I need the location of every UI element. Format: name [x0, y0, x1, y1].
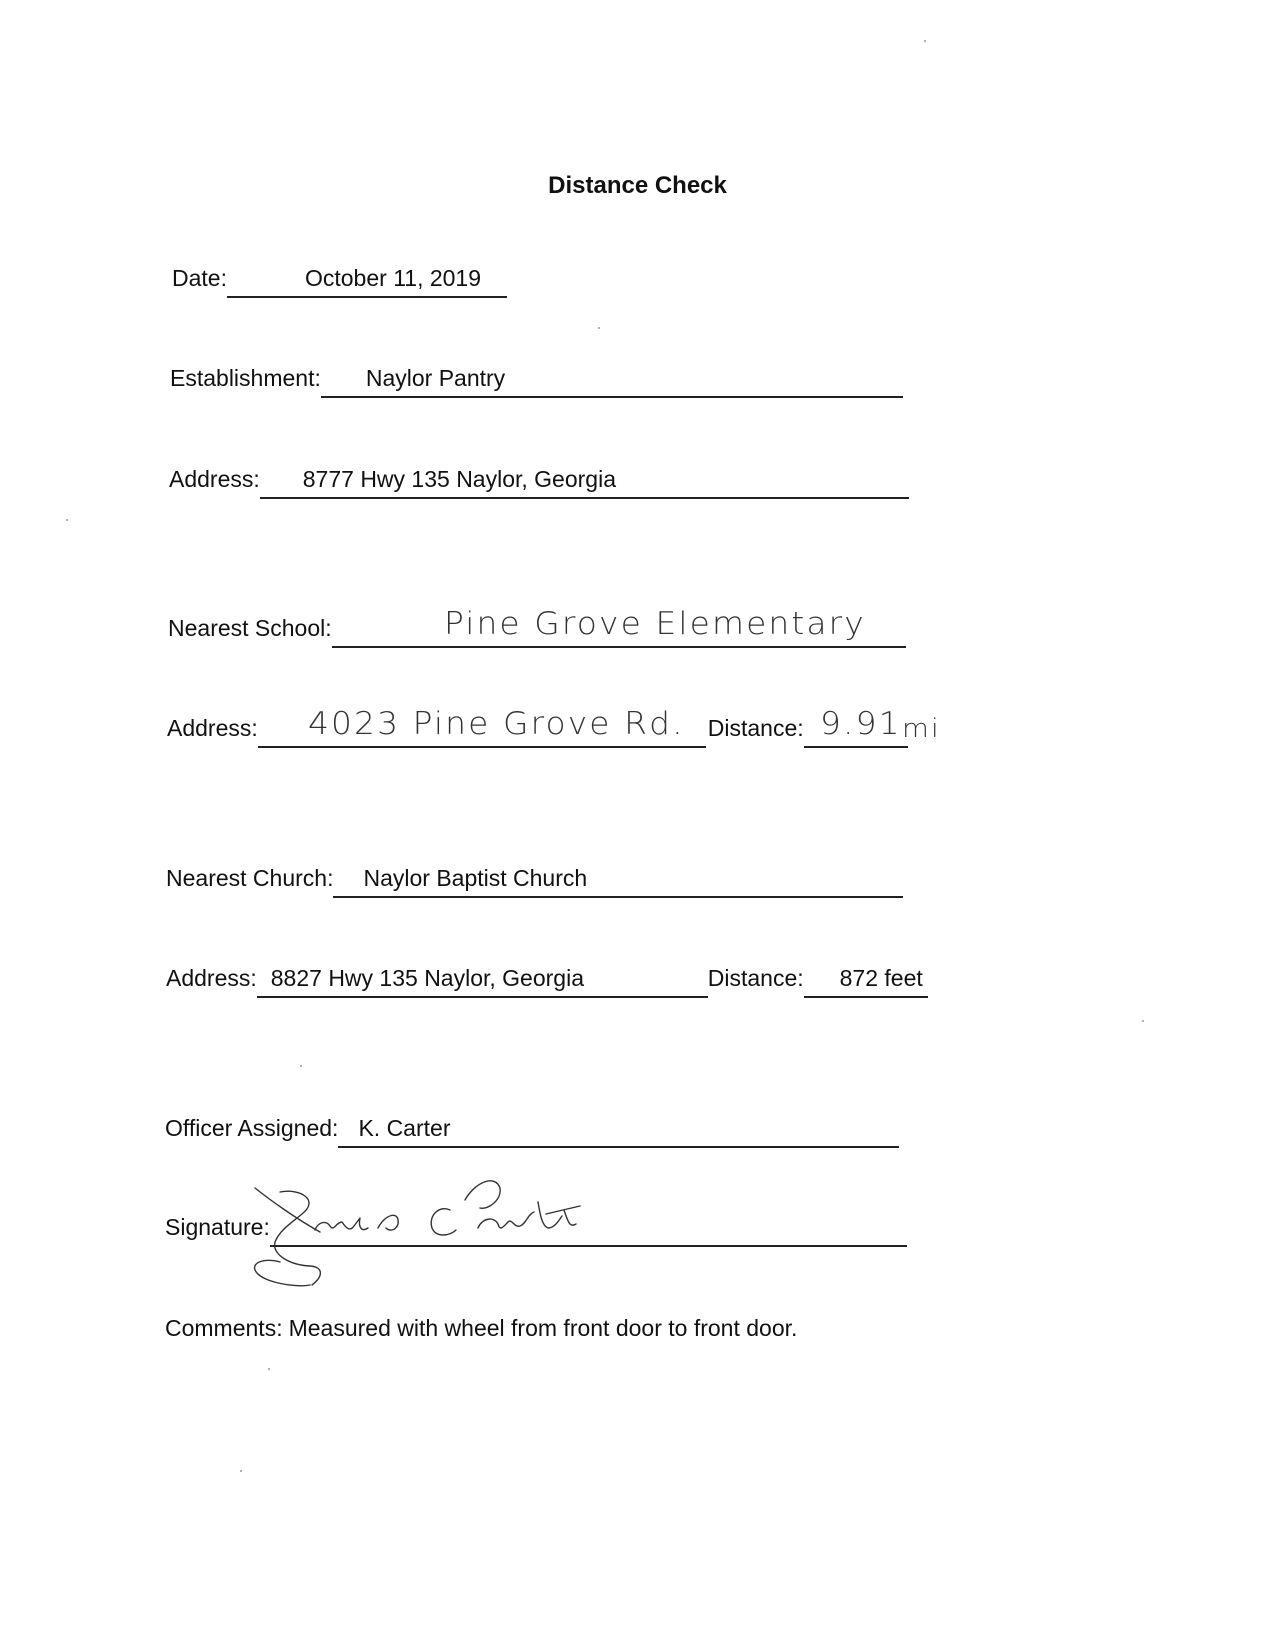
signature-label: Signature: [165, 1214, 270, 1240]
school-distance-label: Distance: [707, 715, 804, 741]
scan-speck [300, 1065, 302, 1067]
school-address-label: Address: [167, 715, 258, 741]
officer-field[interactable] [338, 1112, 899, 1148]
establishment-address-row [169, 459, 909, 499]
nearest-school-field[interactable] [332, 606, 906, 648]
establishment-value: Naylor Pantry [365, 365, 506, 391]
church-distance-label: Distance: [707, 965, 804, 991]
school-address-field[interactable] [258, 706, 706, 748]
nearest-church-field[interactable] [333, 862, 903, 898]
church-address-row [166, 958, 928, 998]
signature-scribble [250, 1170, 610, 1300]
scan-speck [66, 519, 68, 521]
comments-value: Measured with wheel from front door to front door. [288, 1315, 798, 1341]
comments-label: Comments: [165, 1315, 283, 1341]
page-title: Distance Check [548, 172, 727, 199]
church-distance-value: 872 feet [839, 965, 923, 991]
church-address-label: Address: [166, 965, 257, 991]
establishment-row [170, 358, 903, 398]
scan-speck [240, 1470, 242, 1472]
school-distance-field[interactable] [804, 706, 941, 748]
nearest-school-value: Pine Grove Elementary [443, 606, 866, 642]
date-row [172, 258, 507, 298]
school-address-row [167, 706, 941, 748]
establishment-address-label: Address: [169, 466, 260, 492]
school-distance-unit: mi [901, 714, 941, 744]
church-address-field[interactable] [257, 962, 708, 998]
establishment-label: Establishment: [170, 365, 321, 391]
scan-speck [268, 1368, 270, 1370]
officer-label: Officer Assigned: [165, 1115, 339, 1141]
date-field[interactable] [227, 262, 507, 298]
nearest-school-row [168, 608, 906, 648]
establishment-address-field[interactable] [260, 463, 909, 499]
date-value: October 11, 2019 [304, 265, 482, 291]
comments-row [165, 1308, 797, 1348]
nearest-church-row [166, 858, 903, 898]
nearest-school-label: Nearest School: [168, 615, 332, 641]
officer-value: K. Carter [358, 1115, 451, 1141]
scan-speck [598, 327, 600, 329]
church-address-value: 8827 Hwy 135 Naylor, Georgia [270, 965, 584, 991]
officer-row [165, 1108, 899, 1148]
nearest-church-value: Naylor Baptist Church [363, 865, 588, 891]
school-distance-value: 9.91 [819, 706, 902, 742]
establishment-field[interactable] [321, 362, 903, 398]
school-address-value: 4023 Pine Grove Rd. [307, 706, 685, 742]
scan-speck [924, 40, 926, 42]
scan-speck [1142, 1020, 1144, 1022]
nearest-church-label: Nearest Church: [166, 865, 334, 891]
church-distance-field[interactable] [804, 962, 928, 998]
date-label: Date: [172, 265, 227, 291]
establishment-address-value: 8777 Hwy 135 Naylor, Georgia [302, 466, 616, 492]
